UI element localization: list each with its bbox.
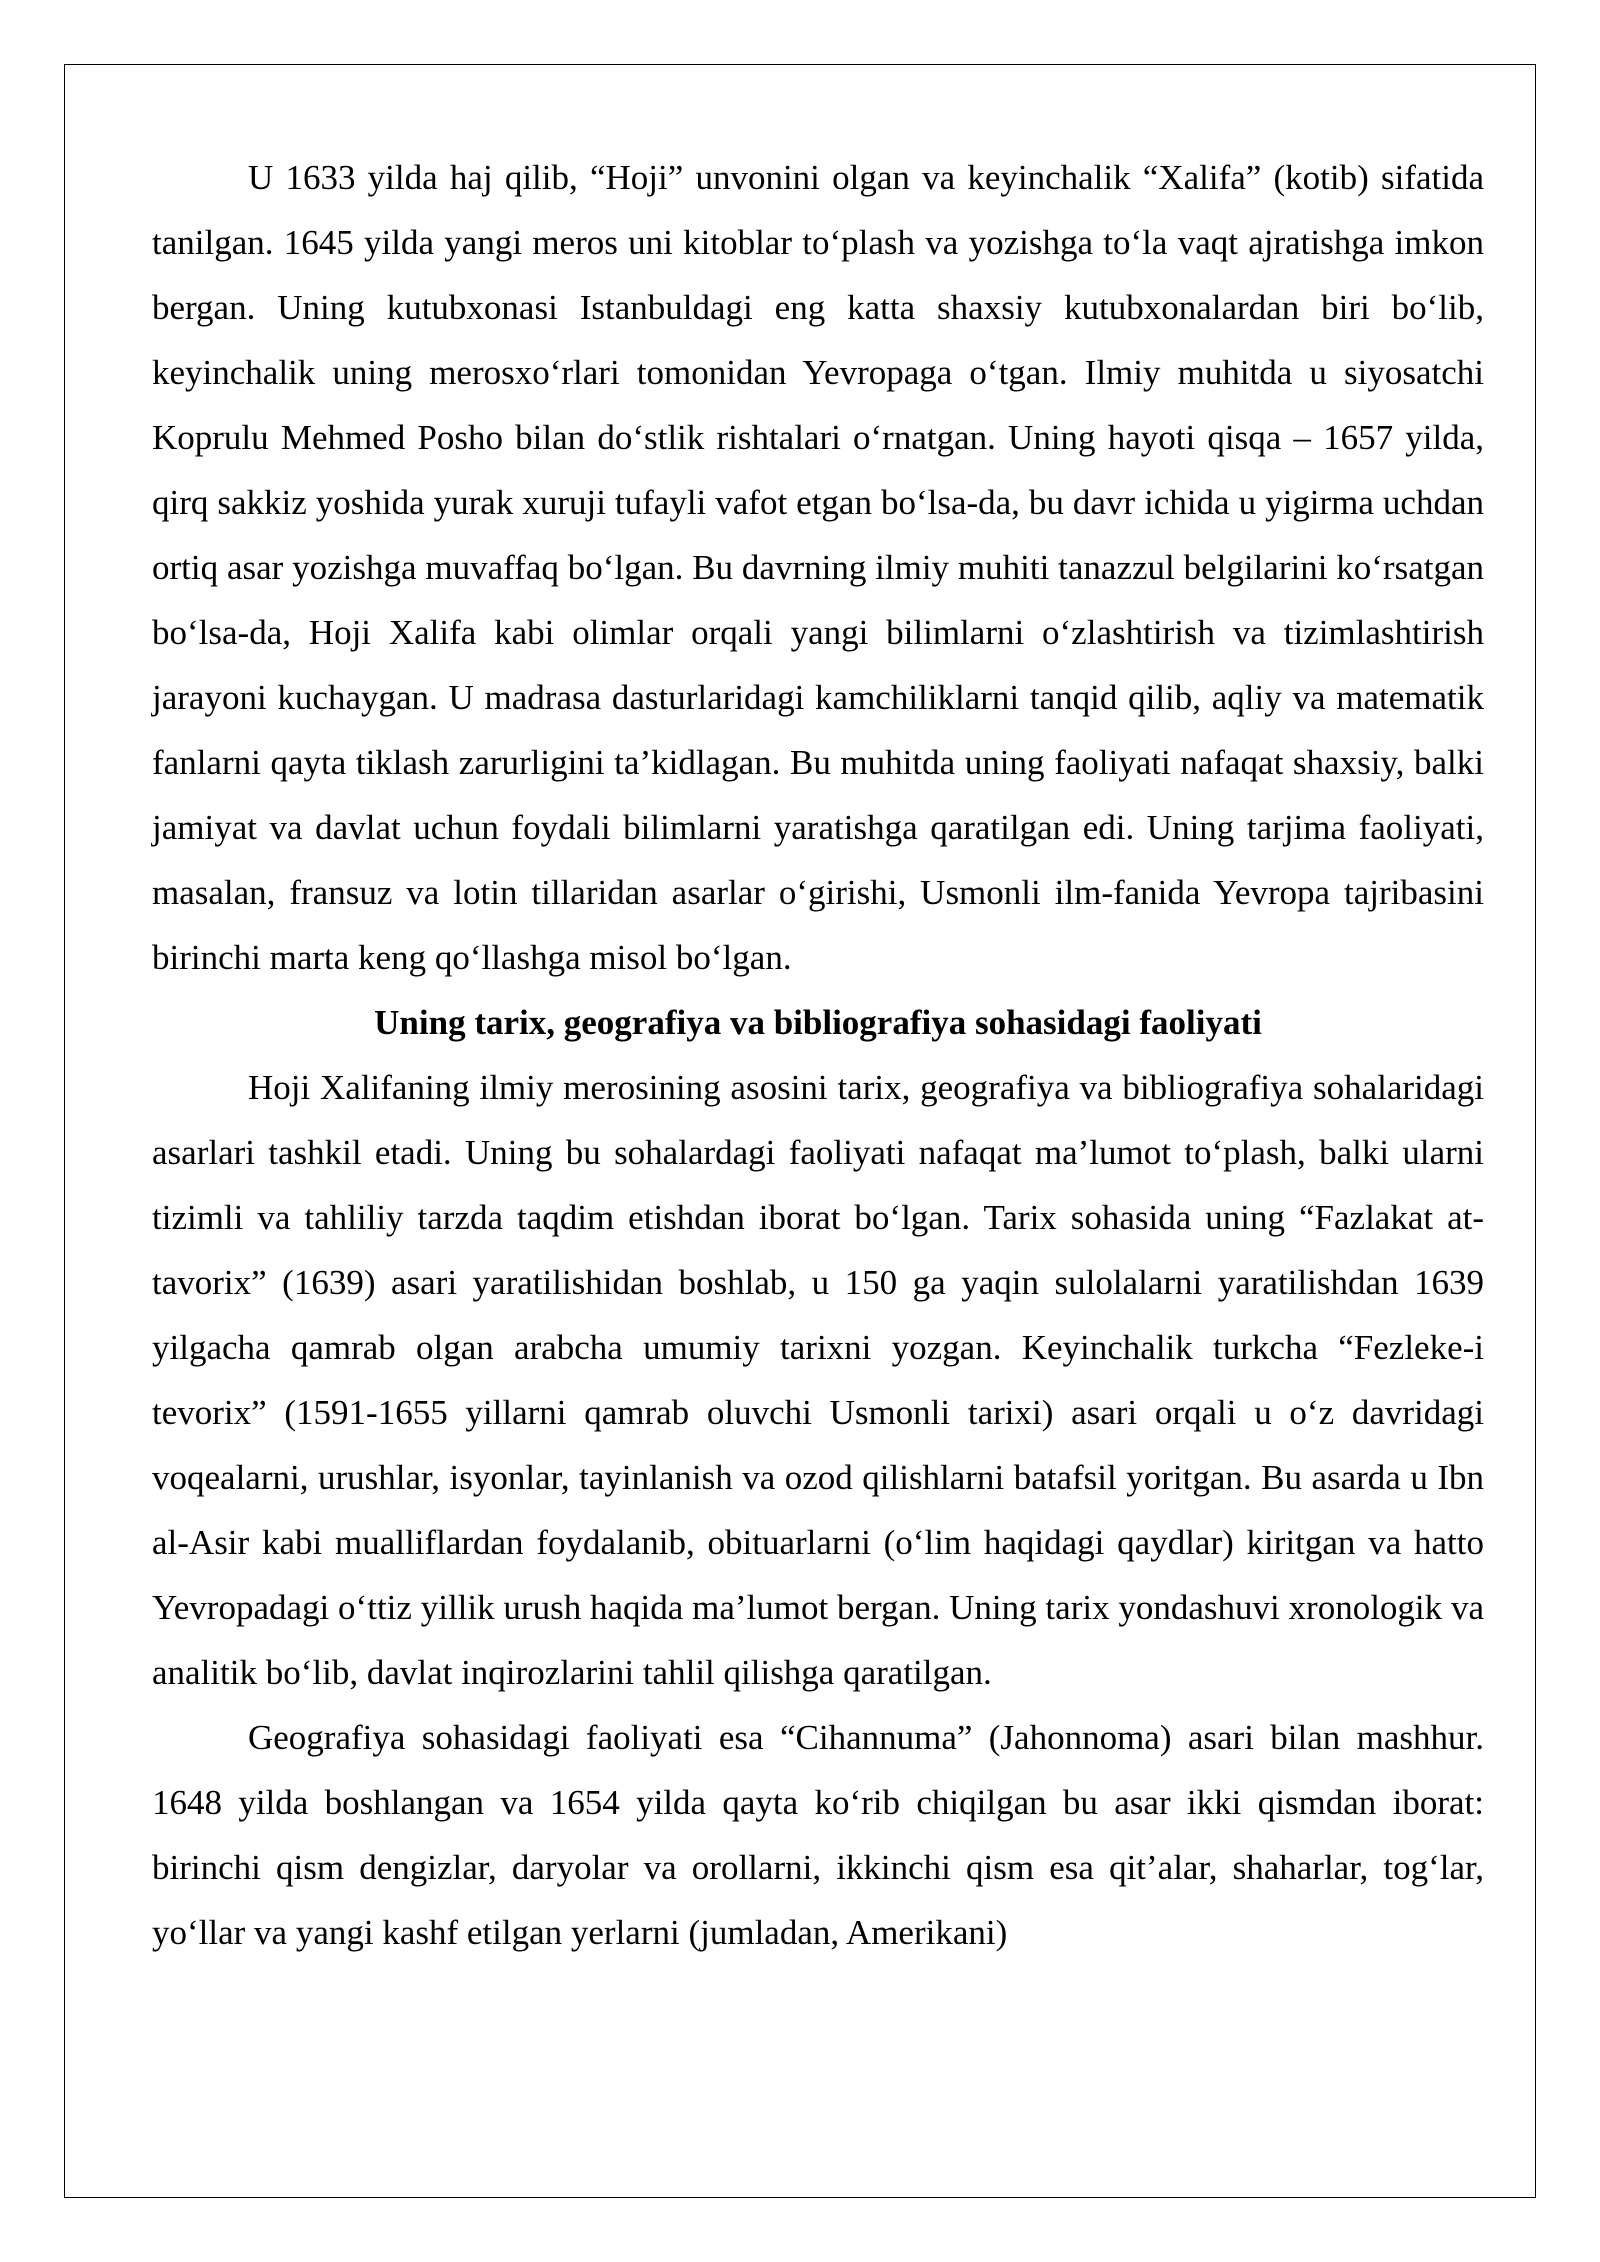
document-body <box>152 145 1484 1965</box>
paragraph-2: Hoji Xalifaning ilmiy merosining asosini tarix, geografiya va bibliografiya sohalaridagi asarlari tashkil etadi. Uning bu sohalardagi faoliyati nafaqat ma’lumot to‘plash, balki ularni tizimli va tahliliy tarzda taqdim etishdan iborat bo‘lgan. Tarix sohasida uning “Fazlakat at-tavorix” (1639) asari yaratilishidan boshlab, u 150 ga yaqin sulolalarni yaratilishdan 1639 yilgacha qamrab olgan arabcha umumiy tarixni yozgan. Keyinchalik turkcha “Fezleke-i tevorix” (1591-1655 yillarni qamrab oluvchi Usmonli tarixi) asari orqali u o‘z davridagi voqealarni, urushlar, isyonlar, tayinlanish va ozod qilishlarni batafsil yoritgan. Bu asarda u Ibn al-Asir kabi mualliflardan foydalanib, obituarlarni (o‘lim haqidagi qaydlar) kiritgan va hatto Yevropadagi o‘ttiz yillik urush haqida ma’lumot bergan. Uning tarix yondashuvi xronologik va analitik bo‘lib, davlat inqirozlarini tahlil qilishga qaratilgan. <box>152 1068 1484 1692</box>
paragraph-1: U 1633 yilda haj qilib, “Hoji” unvonini olgan va keyinchalik “Xalifa” (kotib) sifatida tanilgan. 1645 yilda yangi meros uni kitoblar to‘plash va yozishga to‘la vaqt ajratishga imkon bergan. Uning kutubxonasi Istanbuldagi eng katta shaxsiy kutubxonalardan biri bo‘lib, keyinchalik uning merosxo‘rlari tomonidan Yevropaga o‘tgan. Ilmiy muhitda u siyosatchi Koprulu Mehmed Posho bilan do‘stlik rishtalari o‘rnatgan. Uning hayoti qisqa – 1657 yilda, qirq sakkiz yoshida yurak xuruji tufayli vafot etgan bo‘lsa-da, bu davr ichida u yigirma uchdan ortiq asar yozishga muvaffaq bo‘lgan. Bu davrning ilmiy muhiti tanazzul belgilarini ko‘rsatgan bo‘lsa-da, Hoji Xalifa kabi olimlar orqali yangi bilimlarni o‘zlashtirish va tizimlashtirish jarayoni kuchaygan. U madrasa dasturlaridagi kamchiliklarni tanqid qilib, aqliy va matematik fanlarni qayta tiklash zarurligini ta’kidlagan. Bu muhitda uning faoliyati nafaqat shaxsiy, balki jamiyat va davlat uchun foydali bilimlarni yaratishga qaratilgan edi. Uning tarjima faoliyati, masalan, fransuz va lotin tillaridan asarlar o‘girishi, Usmonli ilm-fanida Yevropa tajribasini birinchi marta keng qo‘llashga misol bo‘lgan. <box>152 158 1484 977</box>
section-heading: Uning tarix, geografiya va bibliografiya sohasidagi faoliyati <box>374 1003 1262 1042</box>
paragraph-3: Geografiya sohasidagi faoliyati esa “Cihannuma” (Jahonnoma) asari bilan mashhur. 1648 yilda boshlangan va 1654 yilda qayta ko‘rib chiqilgan bu asar ikki qismdan iborat: birinchi qism dengizlar, daryolar va orollarni, ikkinchi qism esa qit’alar, shaharlar, tog‘lar, yo‘llar va yangi kashf etilgan yerlarni (jumladan, Amerikani) <box>152 1718 1484 1952</box>
